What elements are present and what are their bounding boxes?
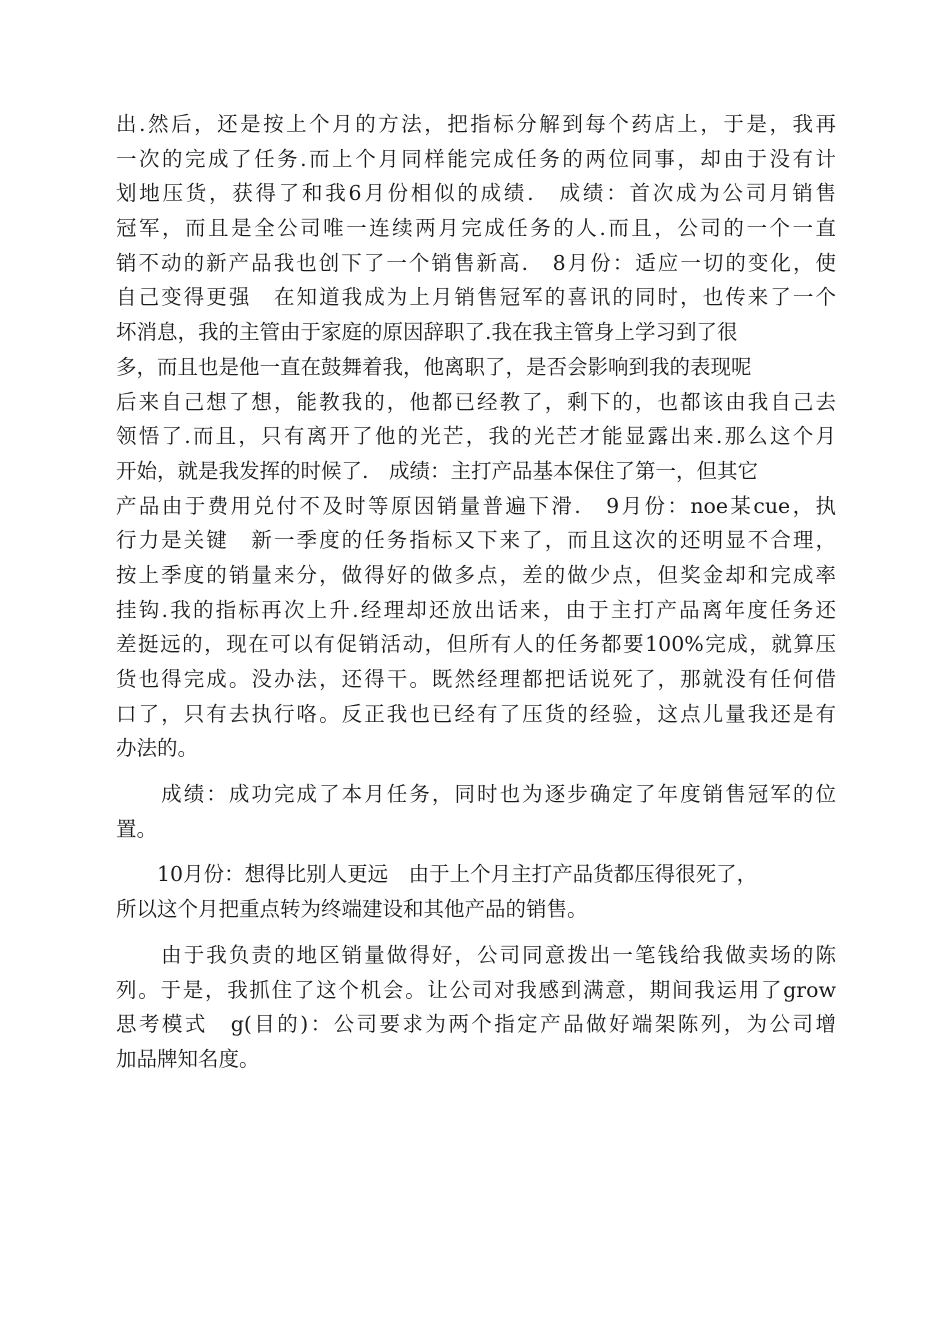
text-line: 10月份：想得比别人更远 由于上个月主打产品货都压得很死了，: [116, 862, 758, 887]
text-line: 出.然后，还是按上个月的方法，把指标分解到每个药店上，于是，我再: [116, 112, 836, 136]
text-line: 差挺远的，现在可以有促销活动，但所有人的任务都要100%完成，就算压: [116, 632, 836, 657]
text-line: 领悟了.而且，只有离开了他的光芒，我的光芒才能显露出来.那么这个月: [116, 424, 836, 449]
text-line: 思考模式 g(目的)：公司要求为两个指定产品做好端架陈列，为公司增: [116, 1012, 836, 1037]
text-line: 口了，只有去执行咯。反正我也已经有了压货的经验，这点儿量我还是有: [116, 701, 836, 726]
text-line: 置。: [116, 816, 157, 841]
text-line: 货也得完成。没办法，还得干。既然经理都把话说死了，那就没有任何借: [116, 667, 836, 691]
text-line: 行力是关键 新一季度的任务指标又下来了，而且这次的还明显不合理，: [116, 528, 836, 553]
text-line: 所以这个月把重点转为终端建设和其他产品的销售。: [116, 897, 588, 922]
document-body: [116, 107, 836, 1077]
paragraph-4: [116, 938, 836, 1077]
text-line: 开始，就是我发挥的时候了. 成绩：主打产品基本保住了第一，但其它: [116, 458, 759, 483]
text-line: 加品牌知名度。: [116, 1046, 260, 1071]
text-line: 挂钩.我的指标再次上升.经理却还放出话来，由于主打产品离年度任务还: [116, 597, 836, 622]
paragraph-gap: [116, 927, 836, 938]
text-line: 销不动的新产品我也创下了一个销售新高. 8月份：适应一切的变化，使: [116, 250, 836, 275]
text-line: 按上季度的销量来分，做得好的做多点，差的做少点，但奖金却和完成率: [116, 562, 836, 587]
text-line: 列。于是，我抓住了这个机会。让公司对我感到满意，期间我运用了grow: [116, 977, 836, 1002]
text-line: 冠军，而且是全公司唯一连续两月完成任务的人.而且，公司的一个一直: [116, 216, 836, 241]
text-line: 多，而且也是他一直在鼓舞着我，他离职了，是否会影响到我的表现呢: [116, 354, 752, 379]
paragraph-1: [116, 107, 836, 766]
text-line: 成绩：成功完成了本月任务，同时也为逐步确定了年度销售冠军的位: [116, 782, 836, 807]
text-line: 一次的完成了任务.而上个月同样能完成任务的两位同事，却由于没有计: [116, 146, 836, 171]
text-line: 自己变得更强 在知道我成为上月销售冠军的喜讯的同时，也传来了一个: [116, 285, 836, 310]
paragraph-gap: [116, 846, 836, 857]
text-line: 后来自己想了想，能教我的，他都已经教了，剩下的，也都该由我自己去: [116, 389, 836, 414]
paragraph-2: [116, 777, 836, 846]
text-line: 产品由于费用兑付不及时等原因销量普遍下滑. 9月份：noe某cue，执: [116, 493, 836, 518]
text-line: 坏消息，我的主管由于家庭的原因辞职了.我在我主管身上学习到了很: [116, 320, 738, 345]
text-line: 办法的。: [116, 736, 198, 761]
text-line: 划地压货，获得了和我6月份相似的成绩. 成绩：首次成为公司月销售: [116, 181, 836, 206]
text-line: 由于我负责的地区销量做得好，公司同意拨出一笔钱给我做卖场的陈: [116, 942, 836, 967]
paragraph-3: [116, 857, 836, 926]
paragraph-gap: [116, 766, 836, 777]
